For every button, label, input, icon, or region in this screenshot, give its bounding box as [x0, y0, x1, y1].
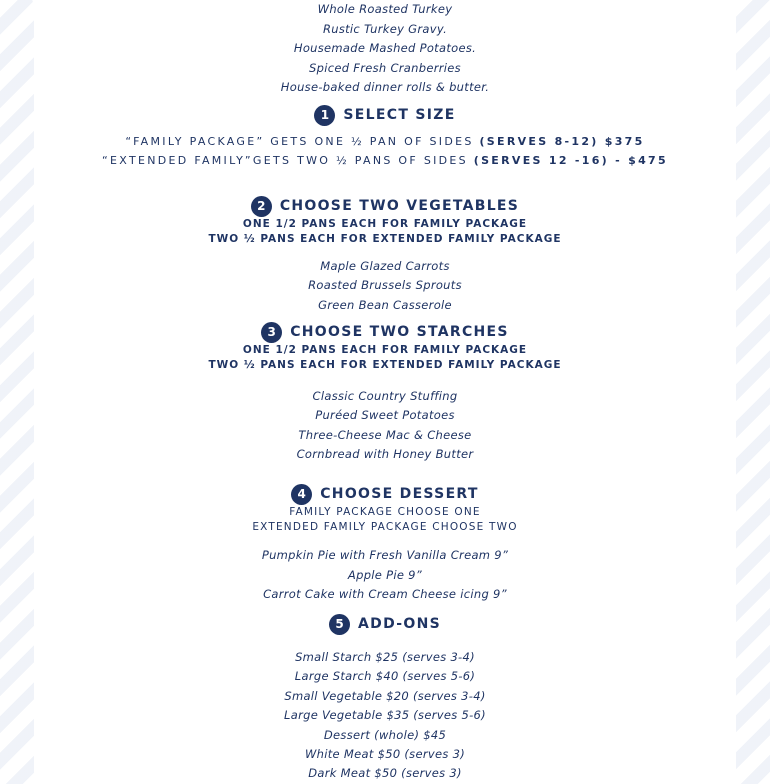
extended-family-text: “EXTENDED FAMILY”GETS TWO ½ PANS OF SIDES	[102, 154, 474, 167]
section-subtitle: TWO ½ PANS EACH FOR EXTENDED FAMILY PACKAGE	[208, 233, 562, 245]
addon-item: Dessert (whole) $45	[323, 728, 447, 742]
section-title: SELECT SIZE	[343, 107, 456, 123]
section-subtitle: FAMILY PACKAGE CHOOSE ONE	[289, 506, 481, 518]
step-number-badge: 2	[251, 196, 272, 217]
dessert-item: Apple Pie 9”	[347, 568, 423, 582]
vegetable-item: Green Bean Casserole	[318, 298, 452, 312]
step-number-badge: 4	[291, 484, 312, 505]
intro-item: Spiced Fresh Cranberries	[309, 61, 461, 75]
addon-item: Small Starch $25 (serves 3-4)	[295, 650, 475, 664]
intro-item: Whole Roasted Turkey	[317, 2, 453, 16]
starch-item: Puréed Sweet Potatoes	[315, 408, 455, 422]
section-title: ADD-ONS	[358, 616, 441, 632]
section-subtitle: TWO ½ PANS EACH FOR EXTENDED FAMILY PACKAGE	[208, 359, 562, 371]
extended-family-price: (SERVES 12 -16) - $475	[473, 154, 668, 167]
intro-item: Housemade Mashed Potatoes.	[293, 41, 477, 55]
section-title: CHOOSE TWO VEGETABLES	[279, 198, 520, 214]
addon-item: Large Vegetable $35 (serves 5-6)	[284, 708, 486, 722]
intro-item: House-baked dinner rolls & butter.	[280, 80, 490, 94]
dessert-item: Pumpkin Pie with Fresh Vanilla Cream 9”	[261, 548, 509, 562]
family-package-price: (SERVES 8-12) $375	[479, 135, 645, 148]
starch-item: Cornbread with Honey Butter	[296, 447, 474, 461]
section-select-size-heading	[0, 103, 770, 127]
section-vegetables-heading	[0, 194, 770, 218]
starch-item: Three-Cheese Mac & Cheese	[298, 428, 472, 442]
section-addons-heading	[0, 612, 770, 636]
vegetable-item: Roasted Brussels Sprouts	[308, 278, 462, 292]
section-dessert-heading	[0, 482, 770, 506]
addon-item: Small Vegetable $20 (serves 3-4)	[284, 689, 486, 703]
vegetable-item: Maple Glazed Carrots	[320, 259, 450, 273]
family-package-line	[0, 135, 770, 148]
extended-family-line	[0, 154, 770, 167]
section-subtitle: EXTENDED FAMILY PACKAGE CHOOSE TWO	[252, 521, 518, 533]
section-title: CHOOSE TWO STARCHES	[290, 324, 509, 340]
intro-item: Rustic Turkey Gravy.	[322, 22, 448, 36]
step-number-badge: 3	[261, 322, 282, 343]
family-package-text: “FAMILY PACKAGE” GETS ONE ½ PAN OF SIDES	[125, 135, 480, 148]
section-subtitle: ONE 1/2 PANS EACH FOR FAMILY PACKAGE	[242, 344, 528, 356]
starch-item: Classic Country Stuffing	[312, 389, 458, 403]
section-subtitle: ONE 1/2 PANS EACH FOR FAMILY PACKAGE	[242, 218, 528, 230]
section-starches-heading	[0, 320, 770, 344]
dessert-item: Carrot Cake with Cream Cheese icing 9”	[263, 587, 507, 601]
addon-item: White Meat $50 (serves 3)	[304, 747, 466, 761]
step-number-badge: 5	[329, 614, 350, 635]
addon-item: Large Starch $40 (serves 5-6)	[294, 669, 476, 683]
addon-item: Dark Meat $50 (serves 3)	[308, 766, 462, 780]
section-title: CHOOSE DESSERT	[320, 486, 479, 502]
step-number-badge: 1	[314, 105, 335, 126]
